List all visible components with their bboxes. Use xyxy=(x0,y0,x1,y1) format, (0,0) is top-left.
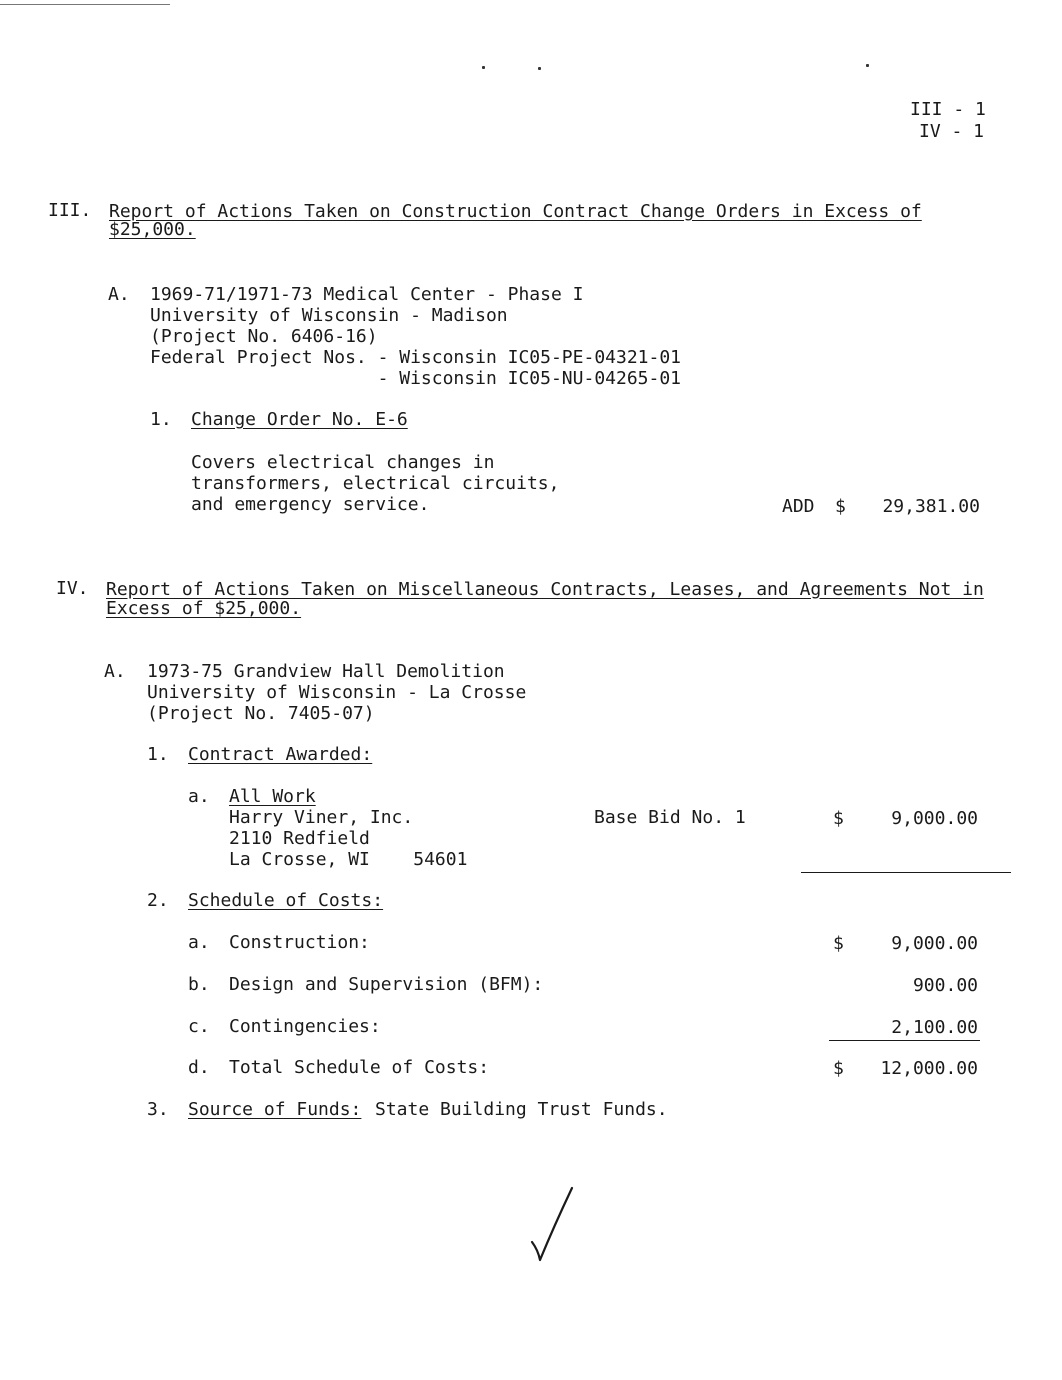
project-line: 1973-75 Grandview Hall Demolition xyxy=(147,661,505,682)
project-line: - Wisconsin IC05-NU-04265-01 xyxy=(150,368,682,389)
contract-amount: 9,000.00 xyxy=(891,808,978,829)
contract-sub-label: All Work xyxy=(229,786,316,807)
section-iii-title-line2: $25,000. xyxy=(109,219,196,240)
page-number-iv: IV - 1 xyxy=(919,121,985,142)
change-order-add-label: ADD xyxy=(782,496,815,517)
schedule-row-amount: 900.00 xyxy=(912,975,978,996)
contractor-line: La Crosse, WI 54601 xyxy=(229,849,468,870)
subtotal-rule xyxy=(829,1040,980,1041)
section-iii-item-letter: A. xyxy=(108,284,130,305)
project-line: (Project No. 6406-16) xyxy=(150,326,378,347)
change-order-desc: transformers, electrical circuits, xyxy=(191,473,560,494)
schedule-row-currency: $ xyxy=(833,1058,844,1079)
change-order-desc: and emergency service. xyxy=(191,494,430,515)
scan-speck xyxy=(538,67,541,70)
contractor-line: Harry Viner, Inc. xyxy=(229,807,414,828)
change-order-amount: 29,381.00 xyxy=(882,496,980,517)
funds-value: State Building Trust Funds. xyxy=(375,1099,668,1120)
checkmark-icon xyxy=(520,1182,580,1264)
schedule-row-amount: 12,000.00 xyxy=(880,1058,978,1079)
section-iv-title-line1: Report of Actions Taken on Miscellaneous Contracts, Leases, and Agreements Not in xyxy=(106,579,984,600)
section-iv-item-letter: A. xyxy=(104,661,126,682)
bid-label: Base Bid No. 1 xyxy=(594,807,746,828)
schedule-row-label: Design and Supervision (BFM): xyxy=(229,974,544,995)
project-line: Federal Project Nos. - Wisconsin IC05-PE-04321-01 xyxy=(150,347,682,368)
change-order-label: Change Order No. E-6 xyxy=(191,409,408,430)
section-iii-title-line1: Report of Actions Taken on Construction Contract Change Orders in Excess of xyxy=(109,201,922,222)
scan-edge-rule xyxy=(0,4,170,5)
schedule-row-label: Construction: xyxy=(229,932,370,953)
schedule-row-letter: b. xyxy=(188,974,210,995)
schedule-row-letter: d. xyxy=(188,1057,210,1078)
funds-number: 3. xyxy=(147,1099,169,1120)
contract-currency: $ xyxy=(833,808,844,829)
contractor-line: 2110 Redfield xyxy=(229,828,370,849)
schedule-row-amount: 2,100.00 xyxy=(891,1017,978,1038)
project-line: 1969-71/1971-73 Medical Center - Phase I xyxy=(150,284,584,305)
project-line: University of Wisconsin - La Crosse xyxy=(147,682,527,703)
schedule-row-amount: 9,000.00 xyxy=(891,933,978,954)
schedule-row-label: Total Schedule of Costs: xyxy=(229,1057,490,1078)
schedule-number: 2. xyxy=(147,890,169,911)
change-order-number: 1. xyxy=(150,409,172,430)
contract-sub-letter: a. xyxy=(188,786,210,807)
project-line: University of Wisconsin - Madison xyxy=(150,305,508,326)
project-line: (Project No. 7405-07) xyxy=(147,703,375,724)
change-order-currency: $ xyxy=(835,496,846,517)
schedule-row-letter: a. xyxy=(188,932,210,953)
schedule-row-letter: c. xyxy=(188,1016,210,1037)
contract-label: Contract Awarded: xyxy=(188,744,373,765)
page-number-iii: III - 1 xyxy=(910,99,986,120)
contract-rule xyxy=(801,872,1011,873)
funds-label: Source of Funds: xyxy=(188,1099,362,1120)
scan-speck xyxy=(482,66,485,69)
section-iii-numeral: III. xyxy=(48,200,92,221)
change-order-desc: Covers electrical changes in xyxy=(191,452,495,473)
contract-number: 1. xyxy=(147,744,169,765)
schedule-row-currency: $ xyxy=(833,933,844,954)
scan-speck xyxy=(866,64,869,67)
schedule-label: Schedule of Costs: xyxy=(188,890,384,911)
section-iv-numeral: IV. xyxy=(56,578,89,599)
section-iv-title-line2: Excess of $25,000. xyxy=(106,598,302,619)
schedule-row-label: Contingencies: xyxy=(229,1016,381,1037)
